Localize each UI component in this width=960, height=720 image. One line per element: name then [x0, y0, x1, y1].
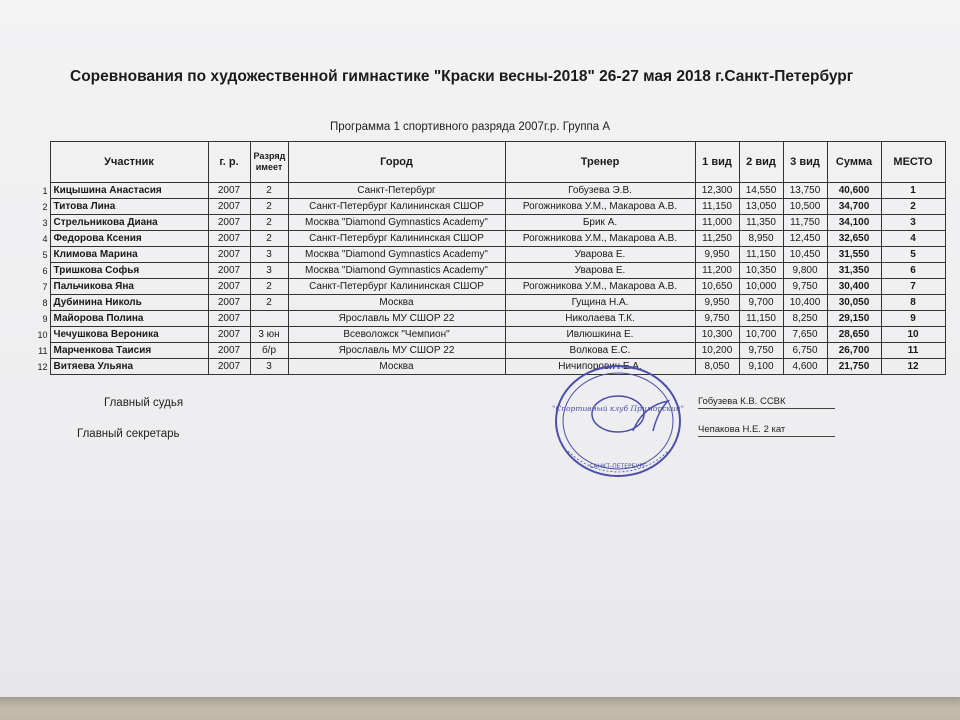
document-subtitle: Программа 1 спортивного разряда 2007г.р. Группа А [330, 121, 611, 133]
participant-name-cell: Майорова Полина [50, 311, 208, 327]
apparatus-2-score-cell: 11,350 [739, 215, 783, 231]
participant-name-cell: Климова Марина [50, 247, 208, 263]
coach-cell: Брик А. [505, 215, 695, 231]
header-sum: Сумма [827, 142, 881, 183]
apparatus-3-score-cell: 10,500 [783, 199, 827, 215]
apparatus-2-score-cell: 13,050 [739, 199, 783, 215]
participant-name-cell: Стрельникова Диана [50, 215, 208, 231]
coach-cell: Рогожникова У.М., Макарова А.В. [505, 199, 695, 215]
apparatus-1-score-cell: 11,200 [695, 263, 739, 279]
birth-year-cell: 2007 [208, 295, 250, 311]
birth-year-cell: 2007 [208, 359, 250, 375]
table-row [28, 359, 945, 375]
coach-cell: Гущина Н.А. [505, 295, 695, 311]
table-row [28, 199, 945, 215]
row-index-cell: 9 [42, 313, 48, 324]
table-header-row [28, 142, 945, 183]
birth-year-cell: 2007 [208, 263, 250, 279]
coach-cell: Ничипорович Е.А. [505, 359, 695, 375]
sport-rank-cell: б/р [250, 343, 288, 359]
table-row [28, 183, 945, 199]
row-index-cell: 4 [42, 233, 48, 244]
apparatus-3-score-cell: 12,450 [783, 231, 827, 247]
chief-judge-name: Гобузева К.В. ССВК [698, 396, 835, 409]
sport-rank-cell [250, 311, 288, 327]
chief-secretary-label: Главный секретарь [77, 428, 180, 440]
city-cell: Всеволожск "Чемпион" [288, 327, 505, 343]
coach-cell: Рогожникова У.М., Макарова А.В. [505, 279, 695, 295]
row-index-cell: 6 [42, 265, 48, 276]
total-score-cell: 32,650 [827, 231, 881, 247]
stamp-city-text: САНКТ-ПЕТЕРБУРГ [589, 463, 647, 470]
city-cell: Москва "Diamond Gymnastics Academy" [288, 215, 505, 231]
table-row [28, 343, 945, 359]
table-row [28, 263, 945, 279]
city-cell: Москва [288, 359, 505, 375]
header-participant: Участник [50, 142, 208, 183]
birth-year-cell: 2007 [208, 199, 250, 215]
place-cell: 1 [881, 183, 945, 199]
apparatus-2-score-cell: 11,150 [739, 311, 783, 327]
header-apparatus-3: 3 вид [783, 142, 827, 183]
total-score-cell: 31,550 [827, 247, 881, 263]
total-score-cell: 30,050 [827, 295, 881, 311]
total-score-cell: 40,600 [827, 183, 881, 199]
apparatus-2-score-cell: 9,750 [739, 343, 783, 359]
participant-name-cell: Тришкова Софья [50, 263, 208, 279]
coach-cell: Волкова Е.С. [505, 343, 695, 359]
apparatus-3-score-cell: 8,250 [783, 311, 827, 327]
apparatus-1-score-cell: 8,050 [695, 359, 739, 375]
coach-cell: Гобузева Э.В. [505, 183, 695, 199]
coach-cell: Ивлюшкина Е. [505, 327, 695, 343]
participant-name-cell: Дубинина Николь [50, 295, 208, 311]
header-place: МЕСТО [881, 142, 945, 183]
city-cell: Санкт-Петербург [288, 183, 505, 199]
birth-year-cell: 2007 [208, 183, 250, 199]
sport-rank-cell: 2 [250, 295, 288, 311]
place-cell: 3 [881, 215, 945, 231]
total-score-cell: 30,400 [827, 279, 881, 295]
birth-year-cell: 2007 [208, 231, 250, 247]
total-score-cell: 28,650 [827, 327, 881, 343]
sport-rank-cell: 2 [250, 279, 288, 295]
apparatus-3-score-cell: 13,750 [783, 183, 827, 199]
total-score-cell: 34,100 [827, 215, 881, 231]
apparatus-2-score-cell: 11,150 [739, 247, 783, 263]
apparatus-2-score-cell: 10,350 [739, 263, 783, 279]
sport-rank-cell: 2 [250, 215, 288, 231]
table-row [28, 295, 945, 311]
table-row [28, 215, 945, 231]
sport-rank-cell: 2 [250, 183, 288, 199]
city-cell: Санкт-Петербург Калининская СШОР [288, 199, 505, 215]
place-cell: 2 [881, 199, 945, 215]
row-index-cell: 12 [37, 361, 48, 372]
apparatus-1-score-cell: 11,250 [695, 231, 739, 247]
birth-year-cell: 2007 [208, 327, 250, 343]
table-row [28, 327, 945, 343]
row-index-cell: 1 [42, 185, 48, 196]
header-rank: Разряд имеет [250, 142, 288, 183]
place-cell: 5 [881, 247, 945, 263]
apparatus-1-score-cell: 11,150 [695, 199, 739, 215]
birth-year-cell: 2007 [208, 279, 250, 295]
row-index-cell: 10 [37, 329, 48, 340]
total-score-cell: 21,750 [827, 359, 881, 375]
apparatus-1-score-cell: 9,950 [695, 247, 739, 263]
document-title: Соревнования по художественной гимнастике "Краски весны-2018" 26-27 мая 2018 г.Санкт-Петербург [70, 68, 854, 85]
sport-rank-cell: 2 [250, 199, 288, 215]
sport-rank-cell: 3 юн [250, 327, 288, 343]
city-cell: Ярославль МУ СШОР 22 [288, 343, 505, 359]
apparatus-1-score-cell: 9,950 [695, 295, 739, 311]
row-index-cell: 5 [42, 249, 48, 260]
participant-name-cell: Титова Лина [50, 199, 208, 215]
row-index-cell: 2 [42, 201, 48, 212]
apparatus-1-score-cell: 11,000 [695, 215, 739, 231]
place-cell: 12 [881, 359, 945, 375]
chief-secretary-name: Чепакова Н.Е. 2 кат [698, 424, 835, 437]
total-score-cell: 31,350 [827, 263, 881, 279]
city-cell: Санкт-Петербург Калининская СШОР [288, 279, 505, 295]
apparatus-1-score-cell: 12,300 [695, 183, 739, 199]
header-coach: Тренер [505, 142, 695, 183]
apparatus-1-score-cell: 10,200 [695, 343, 739, 359]
apparatus-1-score-cell: 10,650 [695, 279, 739, 295]
apparatus-3-score-cell: 11,750 [783, 215, 827, 231]
apparatus-3-score-cell: 10,400 [783, 295, 827, 311]
apparatus-3-score-cell: 4,600 [783, 359, 827, 375]
sport-rank-cell: 3 [250, 247, 288, 263]
apparatus-2-score-cell: 8,950 [739, 231, 783, 247]
table-row [28, 231, 945, 247]
apparatus-2-score-cell: 9,700 [739, 295, 783, 311]
apparatus-3-score-cell: 9,750 [783, 279, 827, 295]
table-row [28, 247, 945, 263]
apparatus-3-score-cell: 6,750 [783, 343, 827, 359]
place-cell: 9 [881, 311, 945, 327]
birth-year-cell: 2007 [208, 343, 250, 359]
total-score-cell: 29,150 [827, 311, 881, 327]
table-row [28, 311, 945, 327]
total-score-cell: 34,700 [827, 199, 881, 215]
header-apparatus-2: 2 вид [739, 142, 783, 183]
city-cell: Москва [288, 295, 505, 311]
birth-year-cell: 2007 [208, 311, 250, 327]
place-cell: 6 [881, 263, 945, 279]
coach-cell: Уварова Е. [505, 263, 695, 279]
sport-rank-cell: 3 [250, 359, 288, 375]
city-cell: Санкт-Петербург Калининская СШОР [288, 231, 505, 247]
place-cell: 8 [881, 295, 945, 311]
participant-name-cell: Витяева Ульяна [50, 359, 208, 375]
sport-rank-cell: 2 [250, 231, 288, 247]
header-city: Город [288, 142, 505, 183]
header-apparatus-1: 1 вид [695, 142, 739, 183]
table-row [28, 279, 945, 295]
apparatus-2-score-cell: 14,550 [739, 183, 783, 199]
apparatus-3-score-cell: 10,450 [783, 247, 827, 263]
coach-cell: Николаева Т.К. [505, 311, 695, 327]
total-score-cell: 26,700 [827, 343, 881, 359]
official-stamp [543, 356, 693, 486]
place-cell: 10 [881, 327, 945, 343]
apparatus-2-score-cell: 9,100 [739, 359, 783, 375]
apparatus-2-score-cell: 10,000 [739, 279, 783, 295]
header-index [28, 142, 50, 183]
coach-cell: Рогожникова У.М., Макарова А.В. [505, 231, 695, 247]
place-cell: 11 [881, 343, 945, 359]
city-cell: Москва "Diamond Gymnastics Academy" [288, 263, 505, 279]
apparatus-1-score-cell: 10,300 [695, 327, 739, 343]
participant-name-cell: Чечушкова Вероника [50, 327, 208, 343]
birth-year-cell: 2007 [208, 215, 250, 231]
city-cell: Ярославль МУ СШОР 22 [288, 311, 505, 327]
row-index-cell: 11 [38, 345, 48, 356]
apparatus-3-score-cell: 7,650 [783, 327, 827, 343]
apparatus-2-score-cell: 10,700 [739, 327, 783, 343]
stamp-center-text: "Спортивный клуб Приморский" [552, 404, 684, 413]
participant-name-cell: Федорова Ксения [50, 231, 208, 247]
header-year: г. р. [208, 142, 250, 183]
row-index-cell: 7 [42, 281, 48, 292]
chief-judge-label: Главный судья [104, 397, 184, 409]
place-cell: 4 [881, 231, 945, 247]
row-index-cell: 8 [42, 297, 48, 308]
sport-rank-cell: 3 [250, 263, 288, 279]
birth-year-cell: 2007 [208, 247, 250, 263]
apparatus-1-score-cell: 9,750 [695, 311, 739, 327]
participant-name-cell: Кицышина Анастасия [50, 183, 208, 199]
coach-cell: Уварова Е. [505, 247, 695, 263]
results-table [28, 141, 946, 375]
place-cell: 7 [881, 279, 945, 295]
row-index-cell: 3 [42, 217, 48, 228]
apparatus-3-score-cell: 9,800 [783, 263, 827, 279]
city-cell: Москва "Diamond Gymnastics Academy" [288, 247, 505, 263]
participant-name-cell: Марченкова Таисия [50, 343, 208, 359]
participant-name-cell: Пальчикова Яна [50, 279, 208, 295]
